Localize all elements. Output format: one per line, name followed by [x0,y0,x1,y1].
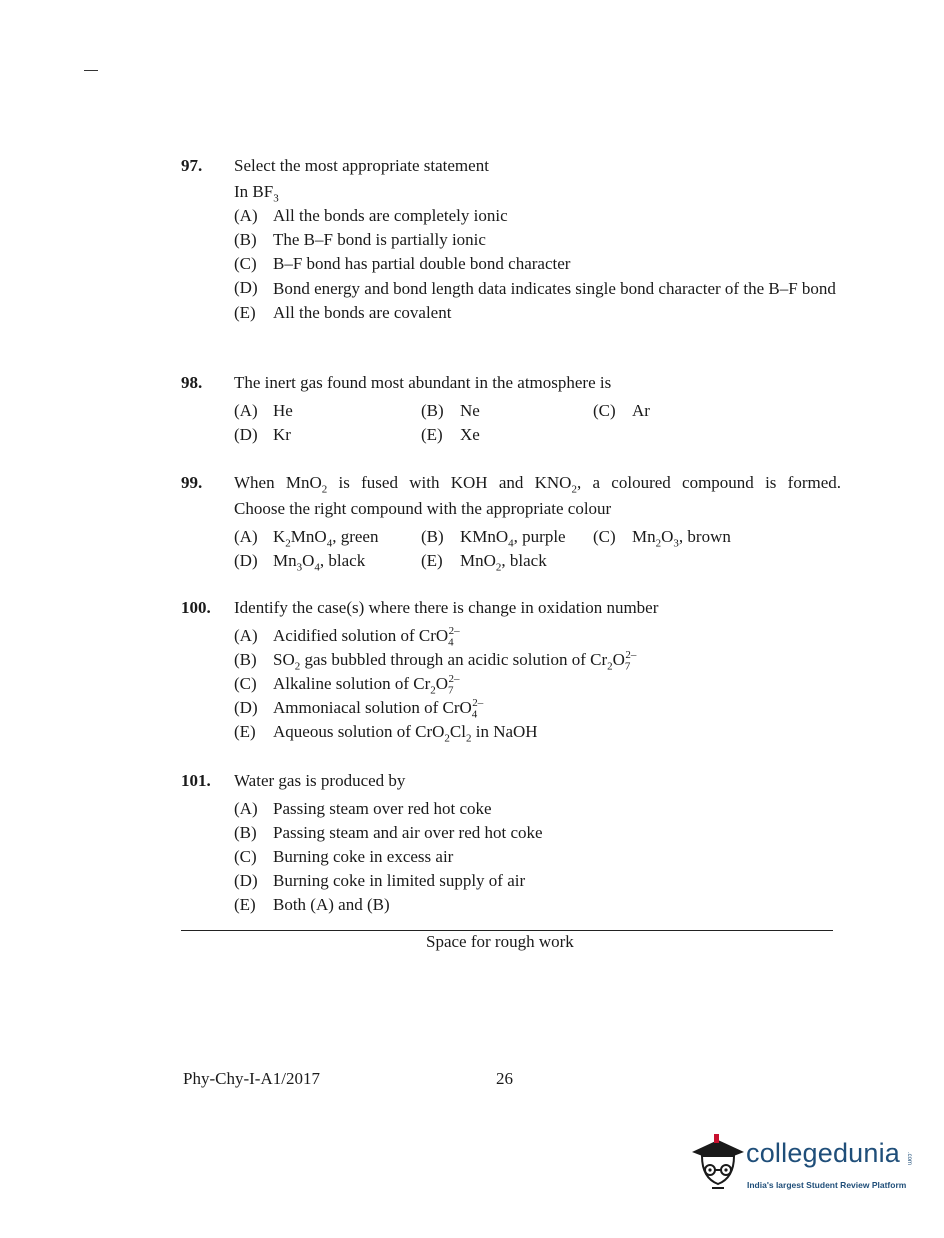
question-number: 97. [181,156,203,175]
option-c[interactable]: (C) B–F bond has partial double bond character [234,254,571,273]
question-stem: The inert gas found most abundant in the atmosphere is [234,373,612,392]
option-e[interactable]: (E) MnO$_2$, black [421,551,547,574]
question-97 [181,154,841,325]
option-c[interactable]: (C) Ar [593,401,650,420]
option-c[interactable]: (C) Burning coke in excess air [234,847,454,866]
question-number: 101. [181,771,211,790]
question-100 [181,596,841,744]
option-d[interactable]: (D) Bond energy and bond length data indicates single bond character of the B–F bond [234,278,836,298]
option-a[interactable]: (A) $K_2MnO_4$, green [234,527,379,550]
option-e[interactable]: (E) Aqueous solution of $CrO_2Cl_2$ in NaOH [234,722,538,745]
option-b[interactable]: (B) Ne [421,401,480,420]
question-stem: Select the most appropriate statement [234,156,489,175]
brand-logo[interactable] [688,1130,918,1200]
option-b[interactable]: (B) $SO_2$ gas bubbled through an acidic solution of $Cr_2O_7^{2-}$ [234,649,637,673]
question-stem: Water gas is produced by [234,771,406,790]
question-number: 100. [181,598,211,617]
options-grid [234,525,841,573]
paper-code: Phy-Chy-I-A1/2017 [183,1069,320,1088]
options-list [234,797,841,917]
option-b[interactable]: (B) Passing steam and air over red hot coke [234,823,543,842]
rough-work-label: Space for rough work [426,932,574,951]
option-c[interactable]: (C) $Mn_2O_3$, brown [593,527,731,550]
brand-tagline: India's largest Student Review Platform [747,1180,907,1190]
page-number: 26 [496,1069,513,1088]
question-number: 99. [181,473,203,492]
brand-name: collegedunia [746,1138,901,1168]
option-e[interactable]: (E) Both (A) and (B) [234,895,390,914]
question-98 [181,371,841,447]
options-list [234,624,841,744]
option-a[interactable]: (A) All the bonds are completely ionic [234,206,508,225]
option-e[interactable]: (E) All the bonds are covalent [234,303,452,322]
option-d[interactable]: (D) Burning coke in limited supply of air [234,871,526,890]
option-b[interactable]: (B) KMnO$_4$, purple [421,527,566,550]
question-101 [181,769,841,917]
option-d[interactable]: (D) $Mn_3O_4$, black [234,551,366,574]
brand-domain-suffix: .com [906,1152,912,1166]
question-99 [181,471,841,573]
option-b[interactable]: (B) The B–F bond is partially ionic [234,230,486,249]
option-d[interactable]: (D) Ammoniacal solution of CrO$_4^{2-}$ [234,697,484,721]
margin-mark [84,70,98,71]
option-a[interactable]: (A) He [234,401,293,420]
question-stem: Identify the case(s) where there is change in oxidation number [234,598,659,617]
question-number: 98. [181,373,203,392]
options-grid [234,399,841,447]
graduate-cap-face-icon [688,1130,750,1200]
question-substem: In $BF_3$ [234,182,279,205]
options-list [234,204,841,325]
question-stem-line-2: Choose the right compound with the appropriate colour [234,499,612,518]
question-stem-line-1: When MnO$_2$ is fused with KOH and $KNO_2$, a coloured compound is formed. [234,473,842,496]
option-c[interactable]: (C) Alkaline solution of $Cr_2O_7^{2-}$ [234,673,460,697]
option-a[interactable]: (A) Passing steam over red hot coke [234,799,492,818]
option-e[interactable]: (E) Xe [421,425,480,444]
option-a[interactable]: (A) Acidified solution of CrO$_4^{2-}$ [234,625,460,649]
option-d[interactable]: (D) Kr [234,425,291,444]
